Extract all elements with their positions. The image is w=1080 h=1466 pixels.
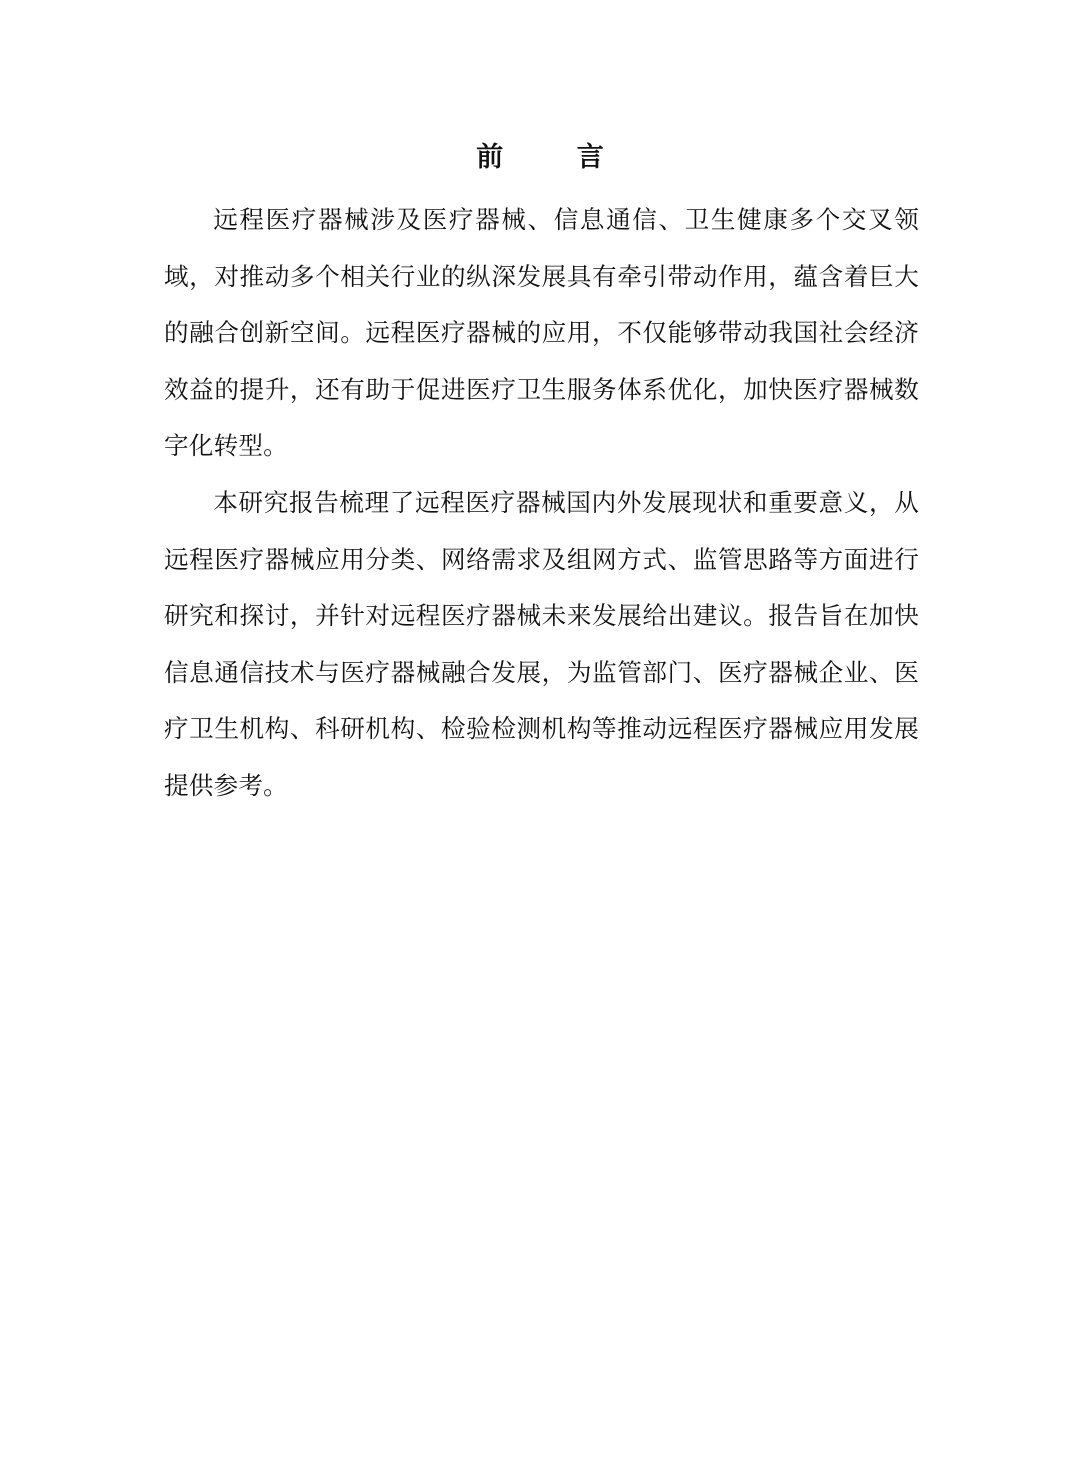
page-title: 前 言 [476,142,636,173]
paragraph-2: 本研究报告梳理了远程医疗器械国内外发展现状和重要意义，从远程医疗器械应用分类、网络需求及组网方式、监管思路等方面进行研究和探讨，并针对远程医疗器械未来发展给出建议。报告旨在加快信息通信技术与医疗器械融合发展，为监管部门、医疗器械企业、医疗卫生机构、科研机构、检验检测机构等推动远程医疗器械应用发展提供参考。 [164,487,919,800]
paragraph-1: 远程医疗器械涉及医疗器械、信息通信、卫生健康多个交叉领域，对推动多个相关行业的纵深发展具有牵引带动作用，蕴含着巨大的融合创新空间。远程医疗器械的应用，不仅能够带动我国社会经济效益的提升，还有助于促进医疗卫生服务体系优化，加快医疗器械数字化转型。 [164,205,919,461]
document-body [164,192,919,815]
